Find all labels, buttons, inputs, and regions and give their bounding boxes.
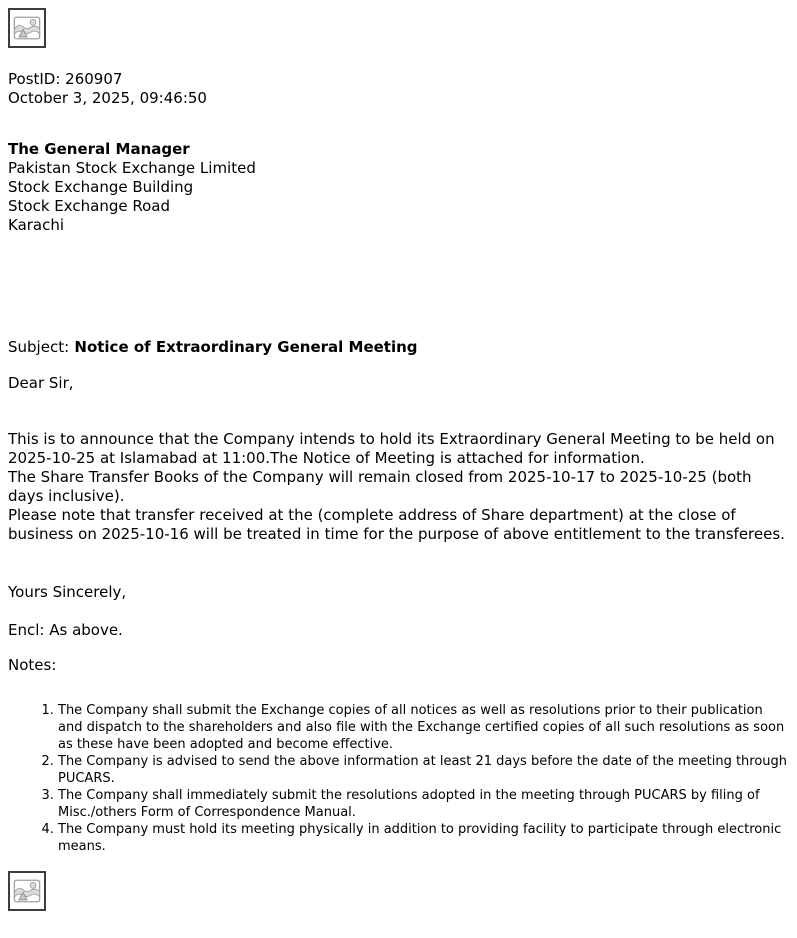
enclosure: Encl: As above. — [8, 621, 123, 639]
recipient-name: The General Manager — [8, 140, 190, 158]
broken-image-glyph — [13, 877, 41, 905]
recipient-line: Stock Exchange Road — [8, 197, 170, 215]
subject-title: Notice of Extraordinary General Meeting — [74, 338, 418, 356]
body-line: The Share Transfer Books of the Company will remain closed from 2025-10-17 to 2025-10-25 (both days inclusive). — [8, 468, 752, 505]
body-line: Please note that transfer received at the (complete address of Share department) at the close of business on 2025-10-16 will be treated in time for the purpose of above entitlement to the transferees. — [8, 506, 785, 543]
announcement-document — [8, 8, 789, 911]
post-meta — [8, 70, 789, 108]
note-item: 2. The Company is advised to send the above information at least 21 days before the date of the meeting through PUCARS. — [58, 753, 789, 787]
post-datetime: October 3, 2025, 09:46:50 — [8, 89, 207, 107]
salutation: Dear Sir, — [8, 374, 74, 392]
body-paragraph — [8, 430, 789, 544]
broken-image-icon — [8, 871, 46, 911]
recipient-address — [8, 140, 789, 235]
note-item: 4. The Company must hold its meeting physically in addition to providing facility to participate through electronic means. — [58, 821, 789, 855]
subject-line — [8, 338, 789, 357]
note-item: 1. The Company shall submit the Exchange copies of all notices as well as resolutions prior to their publication and dispatch to the shareholders and also file with the Exchange certified copies of all such resolutions as soon as these have been adopted and become effective. — [58, 702, 789, 753]
signoff: Yours Sincerely, — [8, 583, 127, 601]
body-line: This is to announce that the Company intends to hold its Extraordinary General Meeting to be held on 2025-10-25 at Islamabad at 11:00.The Notice of Meeting is attached for information. — [8, 430, 775, 467]
subject-label: Subject: — [8, 338, 70, 356]
notes-label: Notes: — [8, 656, 57, 674]
notes-list — [8, 702, 789, 855]
post-id: PostID: 260907 — [8, 70, 123, 88]
broken-image-icon — [8, 8, 46, 48]
broken-image-glyph — [13, 14, 41, 42]
note-item: 3. The Company shall immediately submit the resolutions adopted in the meeting through PUCARS by filing of Misc./others Form of Correspondence Manual. — [58, 787, 789, 821]
recipient-line: Karachi — [8, 216, 65, 234]
recipient-line: Stock Exchange Building — [8, 178, 194, 196]
recipient-line: Pakistan Stock Exchange Limited — [8, 159, 256, 177]
